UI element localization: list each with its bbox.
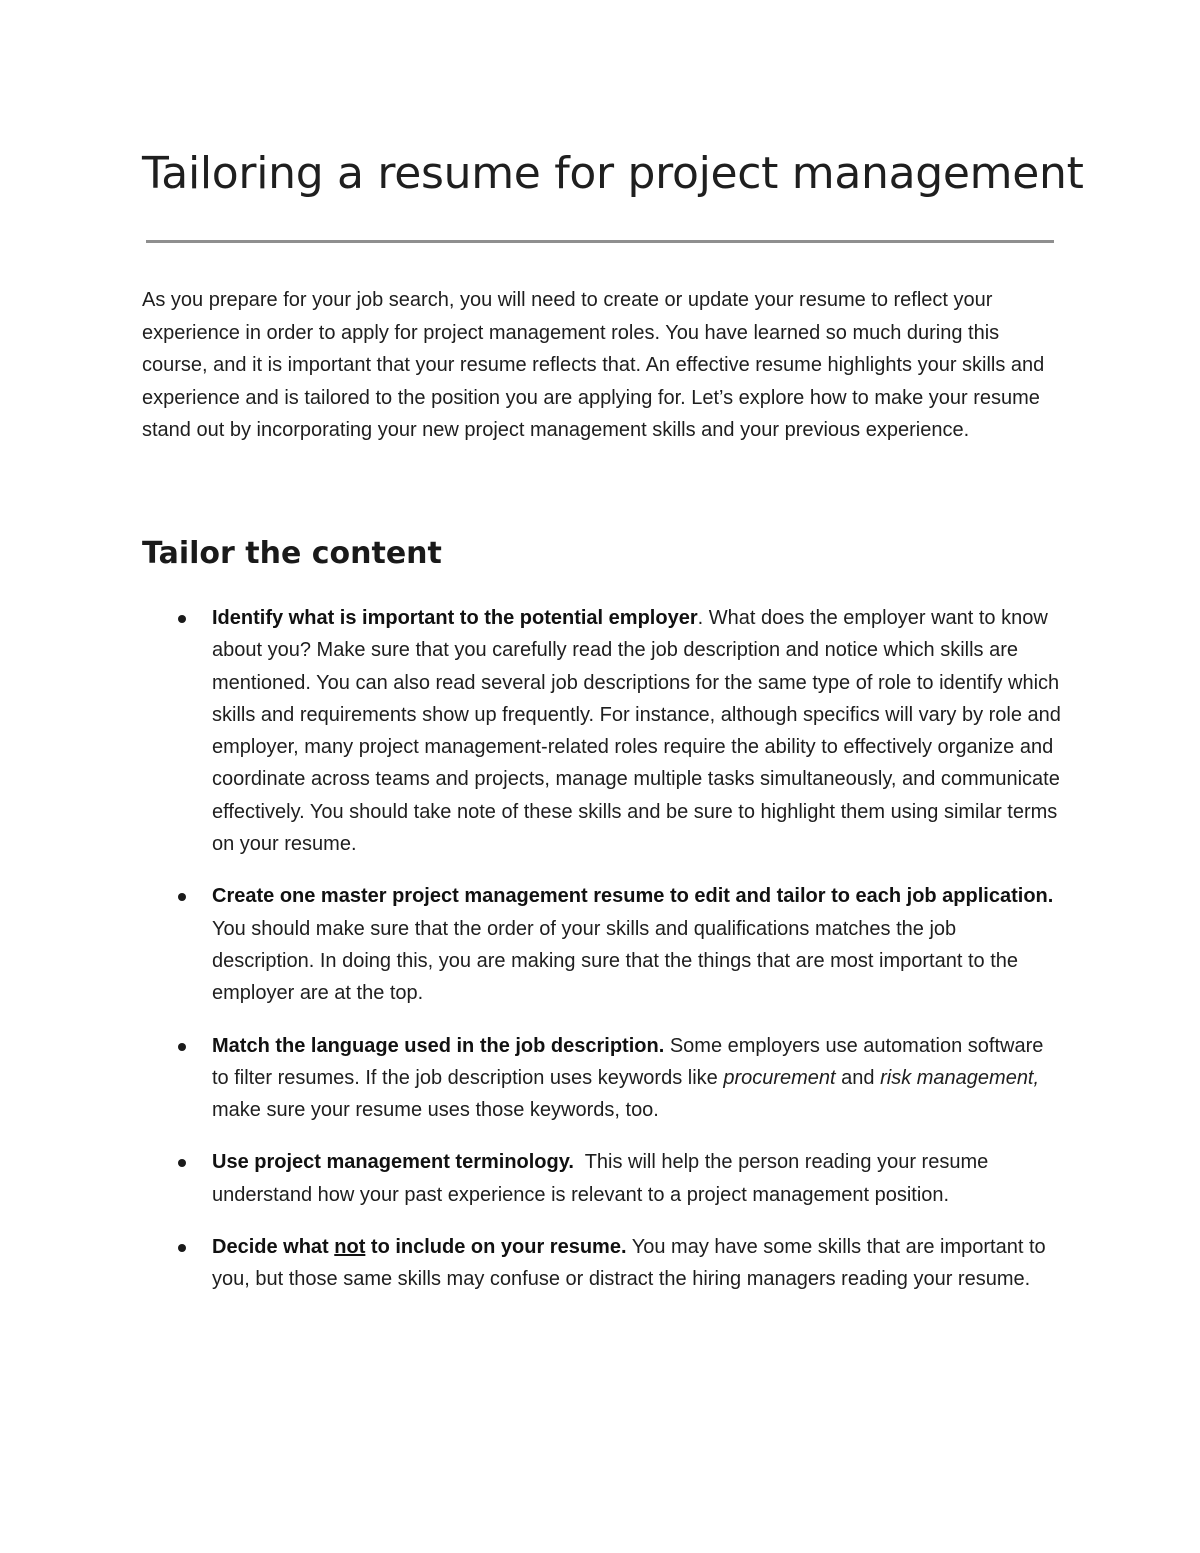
bullet-icon [178,1159,186,1167]
section-heading: Tailor the content [142,536,442,571]
keyword-risk-management: risk management, [880,1066,1040,1089]
bullet-lead: Create one master project management resume to edit and tailor to each job application [212,885,1048,908]
bullet-body: You may have some skills that are important to you, but those same skills may confuse or distract the hiring managers reading your resume. [212,1236,1046,1291]
page-title: Tailoring a resume for project management [142,148,1084,199]
bullet-lead: Use project management terminology. [212,1151,574,1174]
bullet-body: Some employers use automation software to filter resumes. If the job description uses keywords like [212,1034,1044,1089]
bullet-lead-period: . [658,1034,665,1057]
bullet-icon [178,1244,186,1252]
bullet-lead-period: . [1047,885,1054,908]
intro-paragraph: As you prepare for your job search, you will need to create or update your resume to reflect your experience in order to apply for project management roles. You have learned so much during this course, and it is important that your resume reflects that. An effective resume highlights your skills and experience and is tailored to the position you are applying for. Let’s explore how to make your resume stand out by incorporating your new project management skills and your previous experience. [142,289,1045,442]
tips-list [142,602,1062,1316]
bullet-body-middle: and [835,1066,881,1089]
bullet-lead-underlined: not [334,1236,366,1259]
list-item [142,1231,1062,1296]
list-item [142,1030,1062,1127]
title-divider [146,240,1054,243]
keyword-procurement: procurement [723,1066,836,1089]
bullet-lead: Match the language used in the job description [212,1034,659,1057]
bullet-icon [178,893,186,901]
bullet-lead-period: . [620,1236,627,1259]
bullet-icon [178,615,186,623]
bullet-lead-period: . [697,607,704,629]
bullet-lead-rest: to include on your resume [365,1236,621,1259]
bullet-body: What does the employer want to know about you? Make sure that you carefully read the job description and notice which skills are mentioned. You can also read several job descriptions for the same type of role to identify which skills and requirements show up frequently. For instance, although specifics will vary by role and employer, many project management-related roles require the ability to effectively organize and coordinate across teams and projects, manage multiple tasks simultaneously, and communicate effectively. You should take note of these skills and be sure to highlight them using similar terms on your resume. [212,607,1061,856]
bullet-body: This will help the person reading your resume understand how your past experience is relevant to a project management position. [212,1151,994,1206]
list-item [142,1146,1062,1211]
list-item [142,880,1062,1009]
list-item [142,602,1062,860]
bullet-lead: Decide what [212,1236,335,1259]
bullet-body: You should make sure that the order of your skills and qualifications matches the job description. In doing this, you are making sure that the things that are most important to the employer are at the top. [212,917,1018,1005]
bullet-lead: Identify what is important to the potential employer [212,607,698,629]
bullet-icon [178,1043,186,1051]
bullet-body-end: make sure your resume uses those keywords, too. [212,1099,659,1122]
